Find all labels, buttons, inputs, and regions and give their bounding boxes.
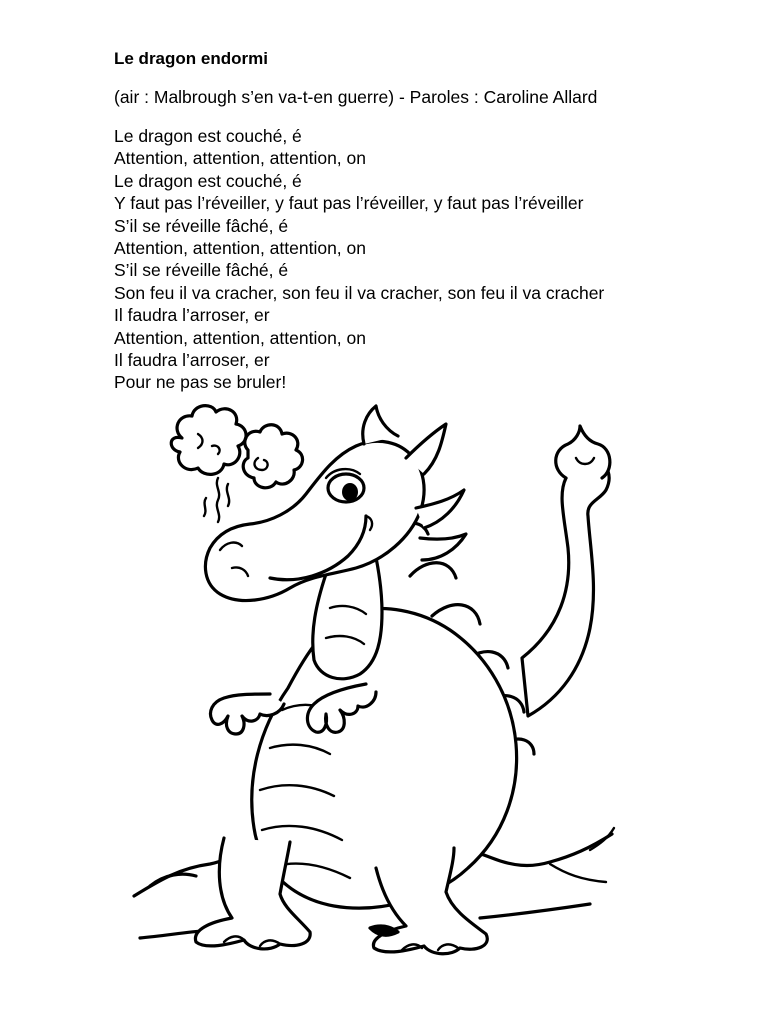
lyric-line: S’il se réveille fâché, é (114, 260, 289, 281)
lyric-line: Attention, attention, attention, on (114, 148, 366, 169)
dragon-illustration (120, 398, 630, 958)
dragon-body (252, 609, 517, 908)
song-title: Le dragon endormi (114, 49, 268, 68)
lyric-line: Le dragon est couché, é (114, 126, 302, 146)
lyric-line: Attention, attention, attention, on (114, 238, 366, 259)
lyric-line: Y faut pas l’réveiller, y faut pas l’réveiller, y faut pas l’réveiller (114, 193, 584, 214)
lyric-line: Son feu il va cracher, son feu il va cracher, son feu il va cracher (114, 282, 605, 303)
dragon-tail (522, 426, 610, 716)
lyric-line: Attention, attention, attention, on (114, 327, 366, 348)
lyric-line: Il faudra l’arroser, er (114, 305, 270, 326)
song-credits: (air : Malbrough s’en va-t-en guerre) - Paroles : Caroline Allard (114, 87, 598, 107)
dragon-drawing (120, 398, 630, 958)
lyrics (114, 125, 604, 394)
lyric-line: S’il se réveille fâché, é (114, 215, 289, 236)
lyric-line: Le dragon est couché, é (114, 170, 302, 191)
lyric-line: Il faudra l’arroser, er (114, 350, 270, 371)
lyric-line: Pour ne pas se bruler! (114, 372, 287, 393)
smoke-puffs (171, 406, 302, 522)
